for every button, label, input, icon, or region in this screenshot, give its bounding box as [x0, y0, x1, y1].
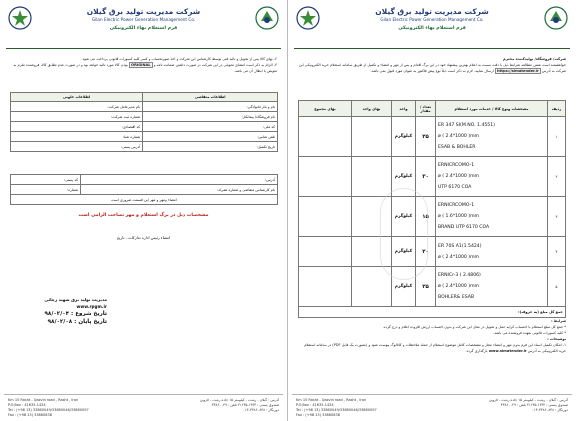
table-row: ۵ ERNICr-3 ( 2.4806) ø ( 2.4*1000 )mm BOHLER& ESAB ۲۵ کیلوگرم	[299, 267, 566, 307]
page-footer	[292, 394, 572, 420]
company-logo-icon	[544, 6, 568, 30]
address-table	[10, 174, 278, 205]
total-price-input[interactable]	[299, 157, 352, 197]
form-title: فرم استعلام بهاء الکترونیکی	[398, 26, 466, 31]
item-spec: ER 70S A1(1.5424) ø ( 2.4*1000 )mm	[436, 237, 548, 267]
company-logo-icon	[255, 6, 279, 30]
intro-paragraph: خواهشمند است ضمن مطالعه شرایط ذیل با دقت نسبت به اعلام بهترین پیشنهاد خود در این برگ اقدام و پس از مهر و امضاء و تکمیل از طریق سامانه استعلام خرید الکترونیکی این شرکت به آدرس https://simatender.ir ارسال نمایید. لازم به ذکر است ذیلاً نوع پیش فاکتور به عنوان مورد قبول نمی باشد.	[298, 63, 566, 73]
table-row: ۳ ERNICRCOMO-1 ø ( 1.6*1000 )mm BRAND UTP 6170 COA ۱۵ کیلوگرم	[299, 197, 566, 237]
item-spec: ERNICRCOMO-1 ø ( 1.6*1000 )mm BRAND UTP 6170 COA	[436, 197, 548, 237]
col-unit-price: بهای واحد	[352, 101, 392, 117]
page-header	[288, 4, 576, 46]
postal-code-field[interactable]: کد پستی:	[11, 175, 81, 185]
company-name-fa: شرکت مدیریت تولید برق گیلان	[375, 7, 489, 16]
item-spec: ERNICRCOMO-1 ø ( 2.4*1000 )mm UTP 6170 COA	[436, 157, 548, 197]
original-label: ORIGINAL	[131, 63, 151, 67]
unit-price-input[interactable]	[352, 157, 392, 197]
form-title: فرم استعلام بهاء الکترونیکی	[109, 26, 178, 31]
address-field[interactable]: آدرس:	[81, 175, 278, 185]
tender-site-link[interactable]: https://simatender.ir	[497, 69, 539, 73]
table-row: ۱ ER 347 SI(M.NO. 1.4551) ø ( 2.4*1000 )mm ESAB & BOHLER ۲۵ کیلوگرم	[299, 117, 566, 157]
unit-price-input[interactable]	[352, 117, 392, 157]
explain-heading: توضیحات :	[547, 337, 566, 341]
info-field[interactable]: تاریخ تکمیل:	[143, 142, 278, 152]
header-divider	[6, 48, 281, 49]
table-row: ۲ ERNICRCOMO-1 ø ( 2.4*1000 )mm UTP 6170 COA ۳۰ کیلوگرم	[299, 157, 566, 197]
tender-site-link-2[interactable]: www.simatender.ir	[488, 349, 527, 353]
footer-en: Km 15 Rasht - Qazvin road , Rasht , Iran P.O.Box : 41635-1434 Tel : (+98 13) 33860049/33860046/33860097 Fax : (+98 13) 33860838	[296, 398, 377, 417]
conditions-heading: شرایط :	[551, 319, 566, 323]
conditions	[298, 318, 566, 354]
ministry-logo-icon	[296, 6, 320, 30]
intro-text	[298, 56, 566, 74]
phone-field[interactable]: شماره:	[11, 185, 81, 195]
stamp-required-note: امضاء ومهر و مهر این قسمت ضروری است	[11, 195, 278, 205]
end-date: تاریخ پایان : ۹۸/۰۲/۰۸	[47, 319, 107, 325]
addressee: شرکت/ فروشگاه/ تولیدکننده محترم	[503, 57, 566, 61]
condition-1: * جمع کل مبلغ استعلام با احتساب کرایه حمل و تحویل در محل این شرکت و بدون احتساب ارزش افزوده اعلام و درج گردد.	[382, 325, 566, 329]
info-field[interactable]: نام مدیرعامل شرکت:	[11, 102, 143, 112]
info-field[interactable]: آدرس پستی:	[11, 142, 143, 152]
col-spec: مشخصات ونوع کالا / خدمات مورد استعلام	[436, 101, 548, 117]
manager-sign-block	[17, 296, 107, 326]
clause-2: ۲- بهای کالا پس از تحویل و تائید فنی توسط کارشناس این شرکت و اخذ صورتحساب و کسر کلیه کسورات قانونی پرداخت می شود.	[81, 57, 277, 61]
info-field[interactable]: نام و نام خانوادگی:	[143, 102, 278, 112]
table-row: ۴ ER 70S A1(1.5424) ø ( 2.4*1000 )mm ۲۰ کیلوگرم	[299, 237, 566, 267]
plant-website[interactable]: www.rpgm.ir	[76, 304, 107, 309]
info-header-applicant: اطلاعات متقاضی	[143, 93, 278, 102]
company-name-en: Gilan Electric Power Generation Management Co.	[380, 17, 484, 22]
info-header-extra: اطلاعات خلوتی	[11, 93, 143, 102]
total-price-input[interactable]	[299, 237, 352, 267]
watermark-stamp-icon	[380, 188, 428, 280]
total-amount-field[interactable]: جمع کل مبلغ (به حروف):	[299, 307, 566, 318]
header-divider	[294, 48, 570, 49]
col-row: ردیف	[548, 101, 566, 117]
col-qty: تعداد / مقدار	[416, 101, 436, 117]
info-field[interactable]: شماره ثبت شرکت:	[11, 112, 143, 122]
required-notice: مشخصات ذیل در برگ استعلام و مهر تصاحب الزامی است	[78, 213, 209, 218]
total-price-input[interactable]	[299, 117, 352, 157]
company-name-en: Gilan Electric Power Generation Management Co.	[91, 17, 196, 22]
footer-en: Km 15 Rasht - Qazvin road , Rasht , Iran P.O.Box : 41635-1434 Tel : (+98 13) 33860049/33860046/33860097 Fax : (+98 13) 33860838	[8, 398, 89, 417]
col-total-price: بهای مجموع	[299, 101, 352, 117]
supplier-info-table	[10, 92, 278, 152]
ministry-logo-icon	[8, 6, 32, 30]
page-header	[0, 4, 287, 46]
info-field[interactable]: تلفن تماس:	[143, 132, 278, 142]
unit-price-input[interactable]	[352, 267, 392, 307]
footer-fa: آدرس : گیلان - رشت - کیلومتر ۱۵ جاده رشت - قزوین صندوق پستی : ۱۴۳۴-۴۱۶۳۵ تلفن : ۳۳۸۶۰۰۴۹ دورنگار : ۳۳۸۶۰۸۳۸-۰۱۳	[488, 398, 568, 412]
form-page-1	[288, 0, 576, 421]
condition-2: * کلیه کسورات قانونی بعهده فروشنده می باشد.	[493, 331, 566, 335]
info-field[interactable]: کد ملی:	[143, 122, 278, 132]
page-footer	[4, 394, 283, 420]
info-field[interactable]: کد اقتصادی:	[11, 122, 143, 132]
footer-fa: آدرس : گیلان - رشت - کیلومتر ۱۵ جاده رشت - قزوین صندوق پستی : ۱۴۳۴-۴۱۶۳۵ تلفن : ۳۳۸۶۰۰۴۹ دورنگار : ۳۳۸۶۰۸۳۸-۰۱۳	[199, 398, 279, 412]
company-name-fa: شرکت مدیریت تولید برق گیلان	[86, 7, 201, 16]
item-spec: ER 347 SI(M.NO. 1.4551) ø ( 2.4*1000 )mm ESAB & BOHLER	[436, 117, 548, 157]
col-unit: واحد	[392, 101, 416, 117]
contact-field[interactable]: نام کارشناس متقاضی و شماره همراه:	[81, 185, 278, 195]
inquiry-items-table	[298, 100, 566, 318]
item-spec: ERNICr-3 ( 2.4806) ø ( 2.4*1000 )mm BOHLER& ESAB	[436, 267, 548, 307]
explain-text: ۱- امکان تکمیل اسناد این فرم بدون مهر و امضاء مجاز و مشخصات کامل موضوع استعلام از جمله ملاحظات و کاتالوگ پیوست شود و (بصورت یک فایل PDF) در سامانه استعلام خرید الکترونیکی به آدرس www.simatender.ir بارگذاری گردد.	[304, 343, 566, 353]
start-date: تاریخ شروع : ۹۸/۰۲/۰۴	[44, 311, 107, 317]
total-row	[299, 307, 566, 318]
info-field[interactable]: نام فروشگاه/ پیمانکار:	[143, 112, 278, 122]
signature-line: امضاء رئیس اداره تدارکات - تاریخ	[116, 235, 171, 240]
total-price-input[interactable]	[299, 267, 352, 307]
total-price-input[interactable]	[299, 197, 352, 237]
clause-3: ۳- الزام به ذکر است امضای تحویلی در این شرکت در صورت داشتن ضمانت نامه و ORIGINAL بودن کالا مورد تائید خواهد بود و در صورت عدم تطابق کالا، فروشنده ملزم به تعویض یا ابطال آن می باشد.	[13, 63, 277, 73]
clauses	[10, 56, 277, 74]
plant-name: مدیریت تولید برق شهید رجائی	[44, 297, 107, 302]
info-field[interactable]: شماره شبا:	[11, 132, 143, 142]
